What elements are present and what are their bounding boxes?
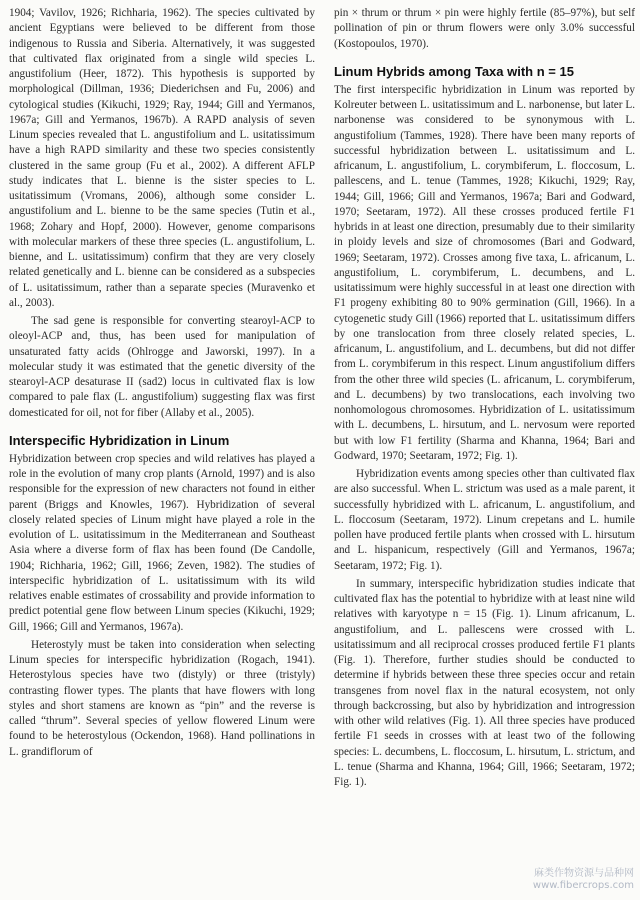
site-watermark — [533, 868, 634, 892]
body-paragraph: Hybridization between crop species and wild relatives has played a role in the evolution of many crop plants (Arnold, 1997) and is also responsible for the expression of new characters not found in either parent (Briggs and Knowles, 1967). Hybridization of several closely related species of Linum might have played a role in the evolution of L. usitatissimum in the Mediterranean and Southeast Asia where a diverse form of flax has been found (De Candolle, 1904; Richharia, 1962; Gill, 1966; Zeven, 1982). The studies of interspecific hybridization of L. usitatissimum with its wild relatives enable estimates of crossability and provide information to predict potential gene flow between Linum species (Kikuchi, 1929; Gill, 1966; Gill and Yermanos, 1967a). — [9, 452, 315, 633]
watermark-url: www.fibercrops.com — [532, 880, 634, 891]
section-heading: Linum Hybrids among Taxa with n = 15 — [334, 63, 574, 79]
left-column — [9, 6, 315, 760]
watermark-title: 麻类作物资源与品种网 — [534, 868, 634, 879]
body-paragraph: Heterostyly must be taken into consideration when selecting Linum species for interspecific hybridization (Rogach, 1941). Heterostylous species have two (distyly) or three (tristyly) contrasting flower types. The plants that have flowers with long styles and short stamens are known as “pin” and the reverse is called “thrum”. Several species of yellow flowered Linum were found to be heterostylous (Ockendon, 1968). Hand pollinations in L. grandiflorum of — [9, 638, 315, 758]
body-paragraph: The first interspecific hybridization in Linum was reported by Kolreuter between L. usitatissimum and L. narbonense, but later L. narbonense was considered to be synonymous with L. angustifolium (Tammes, 1928). There have been many reports of successful hybridization between L. usitatissimum and L. africanum, L. angustifolium, L. corymbiferum, L. floccosum, L. pallescens, and L. tenue (Tammes, 1928; Kikuchi, 1929; Ray, 1944; Gill, 1966; Gill and Yermanos, 1967a; Bari and Godward, 1970; Seetaram, 1972). All these crosses produced fertile F1 hybrids in at least one direction, presumably due to their similarity in ploidy levels and size of chromosomes (Bari and Godward, 1969; Seetaram, 1972). Crosses among five taxa, L. africanum, L. angustifolium, L. corymbiferum, L. decumbens, and L. usitatissimum were highly successful in at least one direction with F1 progeny exhibiting 80 to 90% germination (Gill, 1966). In a cytogenetic study Gill (1966) reported that L. usitatissimum differs by one translocation from three closely related species, L. africanum, L. angustifolium, and L. decumbens, but did not differ from L. corymbiferum in this respect. Linum angustifolium differs from the other three wild species (L. africanum, L. corymbiferum, and L. decumbens) by two translocations, each involving two nonhomologous chromosomes. Hybridization of L. usitatissimum with L. decumbens, L. hirsutum, and L. nervosum were reported but with low F1 fertility (Sharma and Khanna, 1964; Bari and Godward, 1970; Seetaram, 1972; Fig. 1). — [334, 83, 635, 462]
right-column — [334, 6, 635, 790]
body-paragraph: pin × thrum or thrum × pin were highly fertile (85–97%), but self pollination of pin or thrum flowers were only 3.0% successful (Kostopoulos, 1970). — [334, 7, 635, 50]
body-paragraph: In summary, interspecific hybridization studies indicate that cultivated flax has the potential to hybridize with at least nine wild relatives with karyotype n = 15 (Fig. 1). Linum africanum, L. angustifolium, and L. pallescens were crossed with L. usitatissimum and all reciprocal crosses produced fertile F1 plants (Fig. 1). Therefore, further studies should be conducted to determine if hybrids between these three species occur and retain transgenes from novel flax in the natural ecosystem, not only through backcrossing, but also by hybridization and introgression with other wild relatives (Fig. 1). All three species have produced fertile F1 seeds in crosses with at least two of the following species: L. decumbens, L. floccosum, L. hirsutum, L. strictum, and L. tenue (Sharma and Khanna, 1964; Gill, 1966; Seetaram, 1972; Fig. 1). — [334, 577, 635, 788]
section-heading: Interspecific Hybridization in Linum — [9, 432, 230, 448]
body-paragraph: The sad gene is responsible for converting stearoyl-ACP to oleoyl-ACP and, thus, has been used for manipulation of unsaturated fatty acids (Ohlrogge and Jaworski, 1997). In a molecular study it was estimated that the genetic diversity of the stearoyl-ACP desaturase II (sad2) locus in cultivated flax is low compared to pale flax (L. angustifolium) suggesting flax was first domesticated for oil, not for fiber (Allaby et al., 2005). — [9, 315, 315, 419]
body-paragraph: Hybridization events among species other than cultivated flax are also successful. When L. strictum was used as a male parent, it successfully hybridized with L. africanum, L. angustifolium, and L. floccosum (Seetaram, 1972). Linum crepetans and L. humile pollen have produced fertile plants when crossed with L. hirsutum and L. hispanicum, respectively (Gill and Yermanos, 1967a; Seetaram, 1972; Fig. 1). — [334, 468, 635, 572]
body-paragraph: 1904; Vavilov, 1926; Richharia, 1962). The species cultivated by ancient Egyptians were believed to be different from those indigenous to Russia and Siberia. Alternatively, it was suggested that cultivated flax originated from a single wild species L. angustifolium (Heer, 1872). This hypothesis is supported by morphological (Dillman, 1936; Diederichsen and Fu, 2006) and cytological studies (Kikuchi, 1929; Ray, 1944; Gill and Yermanos, 1967a; Gill and Yermanos, 1967b). A RAPD analysis of seven Linum species revealed that L. angustifolium and L. usitatissimum have a high RAPD similarity and these two species consistently clustered in the same group (Fu et al., 2002). A different AFLP study indicates that L. bienne is the sister species to L. usitatissimum (Vromans, 2006), although some consider L. angustifolium and L. bienne to be the same species (Tutin et al., 1968; Zohary and Hopf, 2000). However, genome comparisons with molecular markers of these three species (L. angustifolium, L. bienne, and L. usitatissimum) confirm that they are very closely related genetically and L. bienne can be considered as a subspecies of L. usitatissimum, rather than a separate species (Muravenko et al., 2003). — [9, 7, 315, 309]
